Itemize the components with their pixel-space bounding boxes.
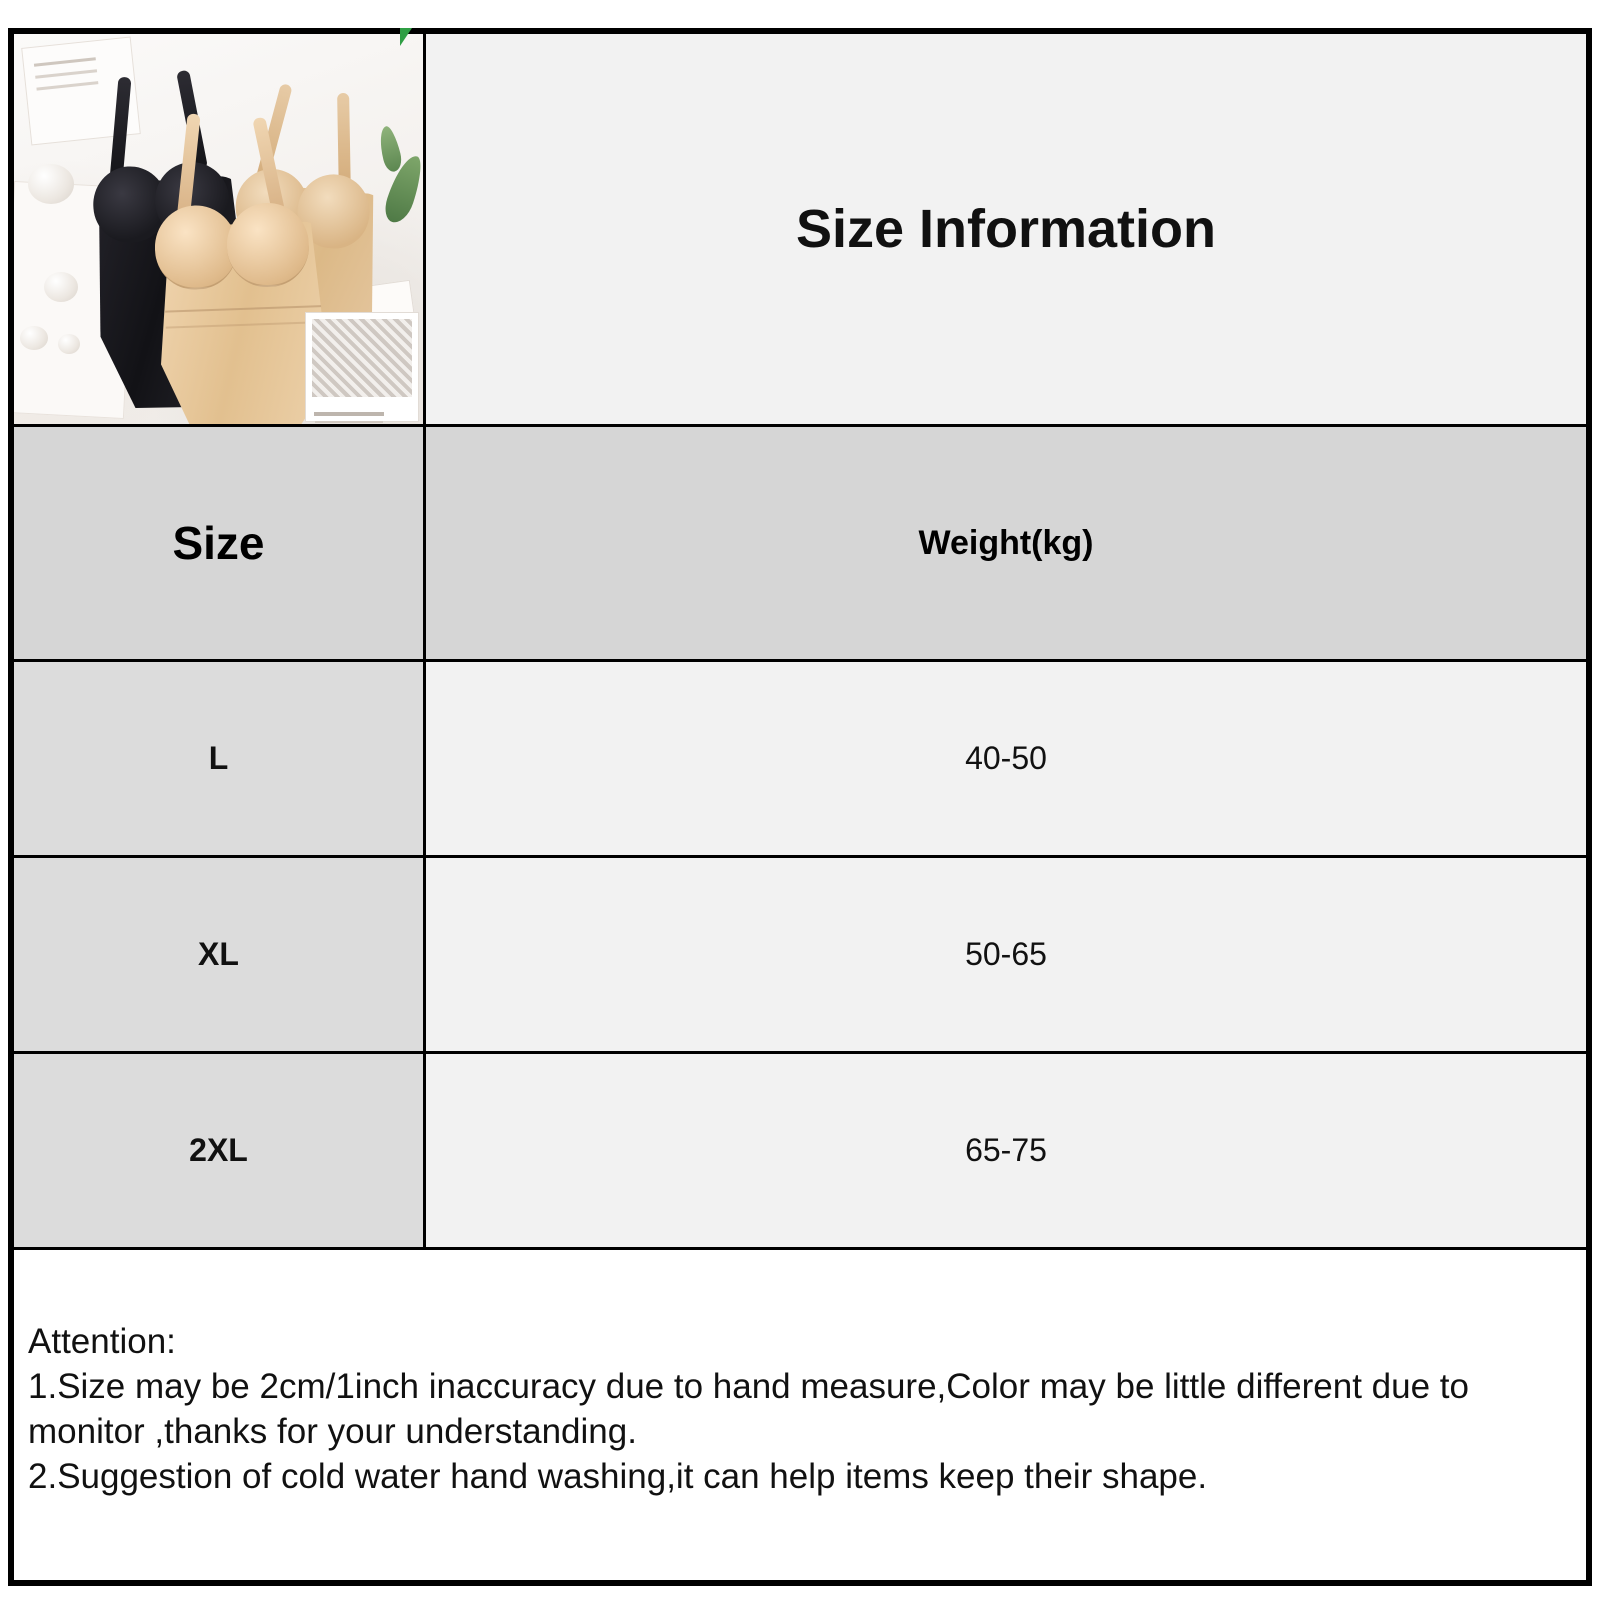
column-header-weight [425,426,1588,661]
cell-weight-l [425,661,1588,857]
photo-prop-pebble [44,272,78,302]
swatch-text [314,412,384,416]
title-cell [425,33,1588,426]
strap-right [252,117,285,214]
cell-weight-xl [425,857,1588,1053]
column-header-weight-label: Weight(kg) [918,523,1094,562]
cell-size-xl [13,857,425,1053]
photo-prop-swatch [305,312,419,422]
size-information-sheet [8,28,1592,1586]
green-corner-marker [400,28,412,46]
product-image-cell [13,33,425,426]
size-information-table [11,31,1589,1583]
weight-value: 65-75 [965,1132,1047,1168]
table-row [13,1053,1588,1249]
attention-note-1: 1.Size may be 2cm/1inch inaccuracy due to hand measure,Color may be little different due to monitor ,thanks for your understanding. [28,1367,1479,1451]
size-value: L [208,740,229,776]
weight-value: 40-50 [965,740,1047,776]
column-header-size-label: Size [172,517,265,569]
table-row-attention [13,1249,1588,1582]
attention-cell [13,1249,1588,1582]
cell-weight-2xl [425,1053,1588,1249]
size-value: XL [198,936,239,972]
attention-heading: Attention: [28,1322,176,1362]
attention-note-2: 2.Suggestion of cold water hand washing,it can help items keep their shape. [28,1456,1208,1496]
size-value: 2XL [189,1132,248,1168]
table-row-column-headers [13,426,1588,661]
strap-left [177,113,201,220]
table-row [13,661,1588,857]
table-row-header-image-title [13,33,1588,426]
weight-value: 50-65 [965,936,1047,972]
table-row [13,857,1588,1053]
product-photo [14,34,423,424]
swatch-image [312,319,412,397]
cell-size-l [13,661,425,857]
cell-size-2xl [13,1053,425,1249]
photo-prop-pebble [20,326,48,350]
page-title: Size Information [795,199,1217,259]
column-header-size [13,426,425,661]
photo-prop-pebble [58,334,80,354]
